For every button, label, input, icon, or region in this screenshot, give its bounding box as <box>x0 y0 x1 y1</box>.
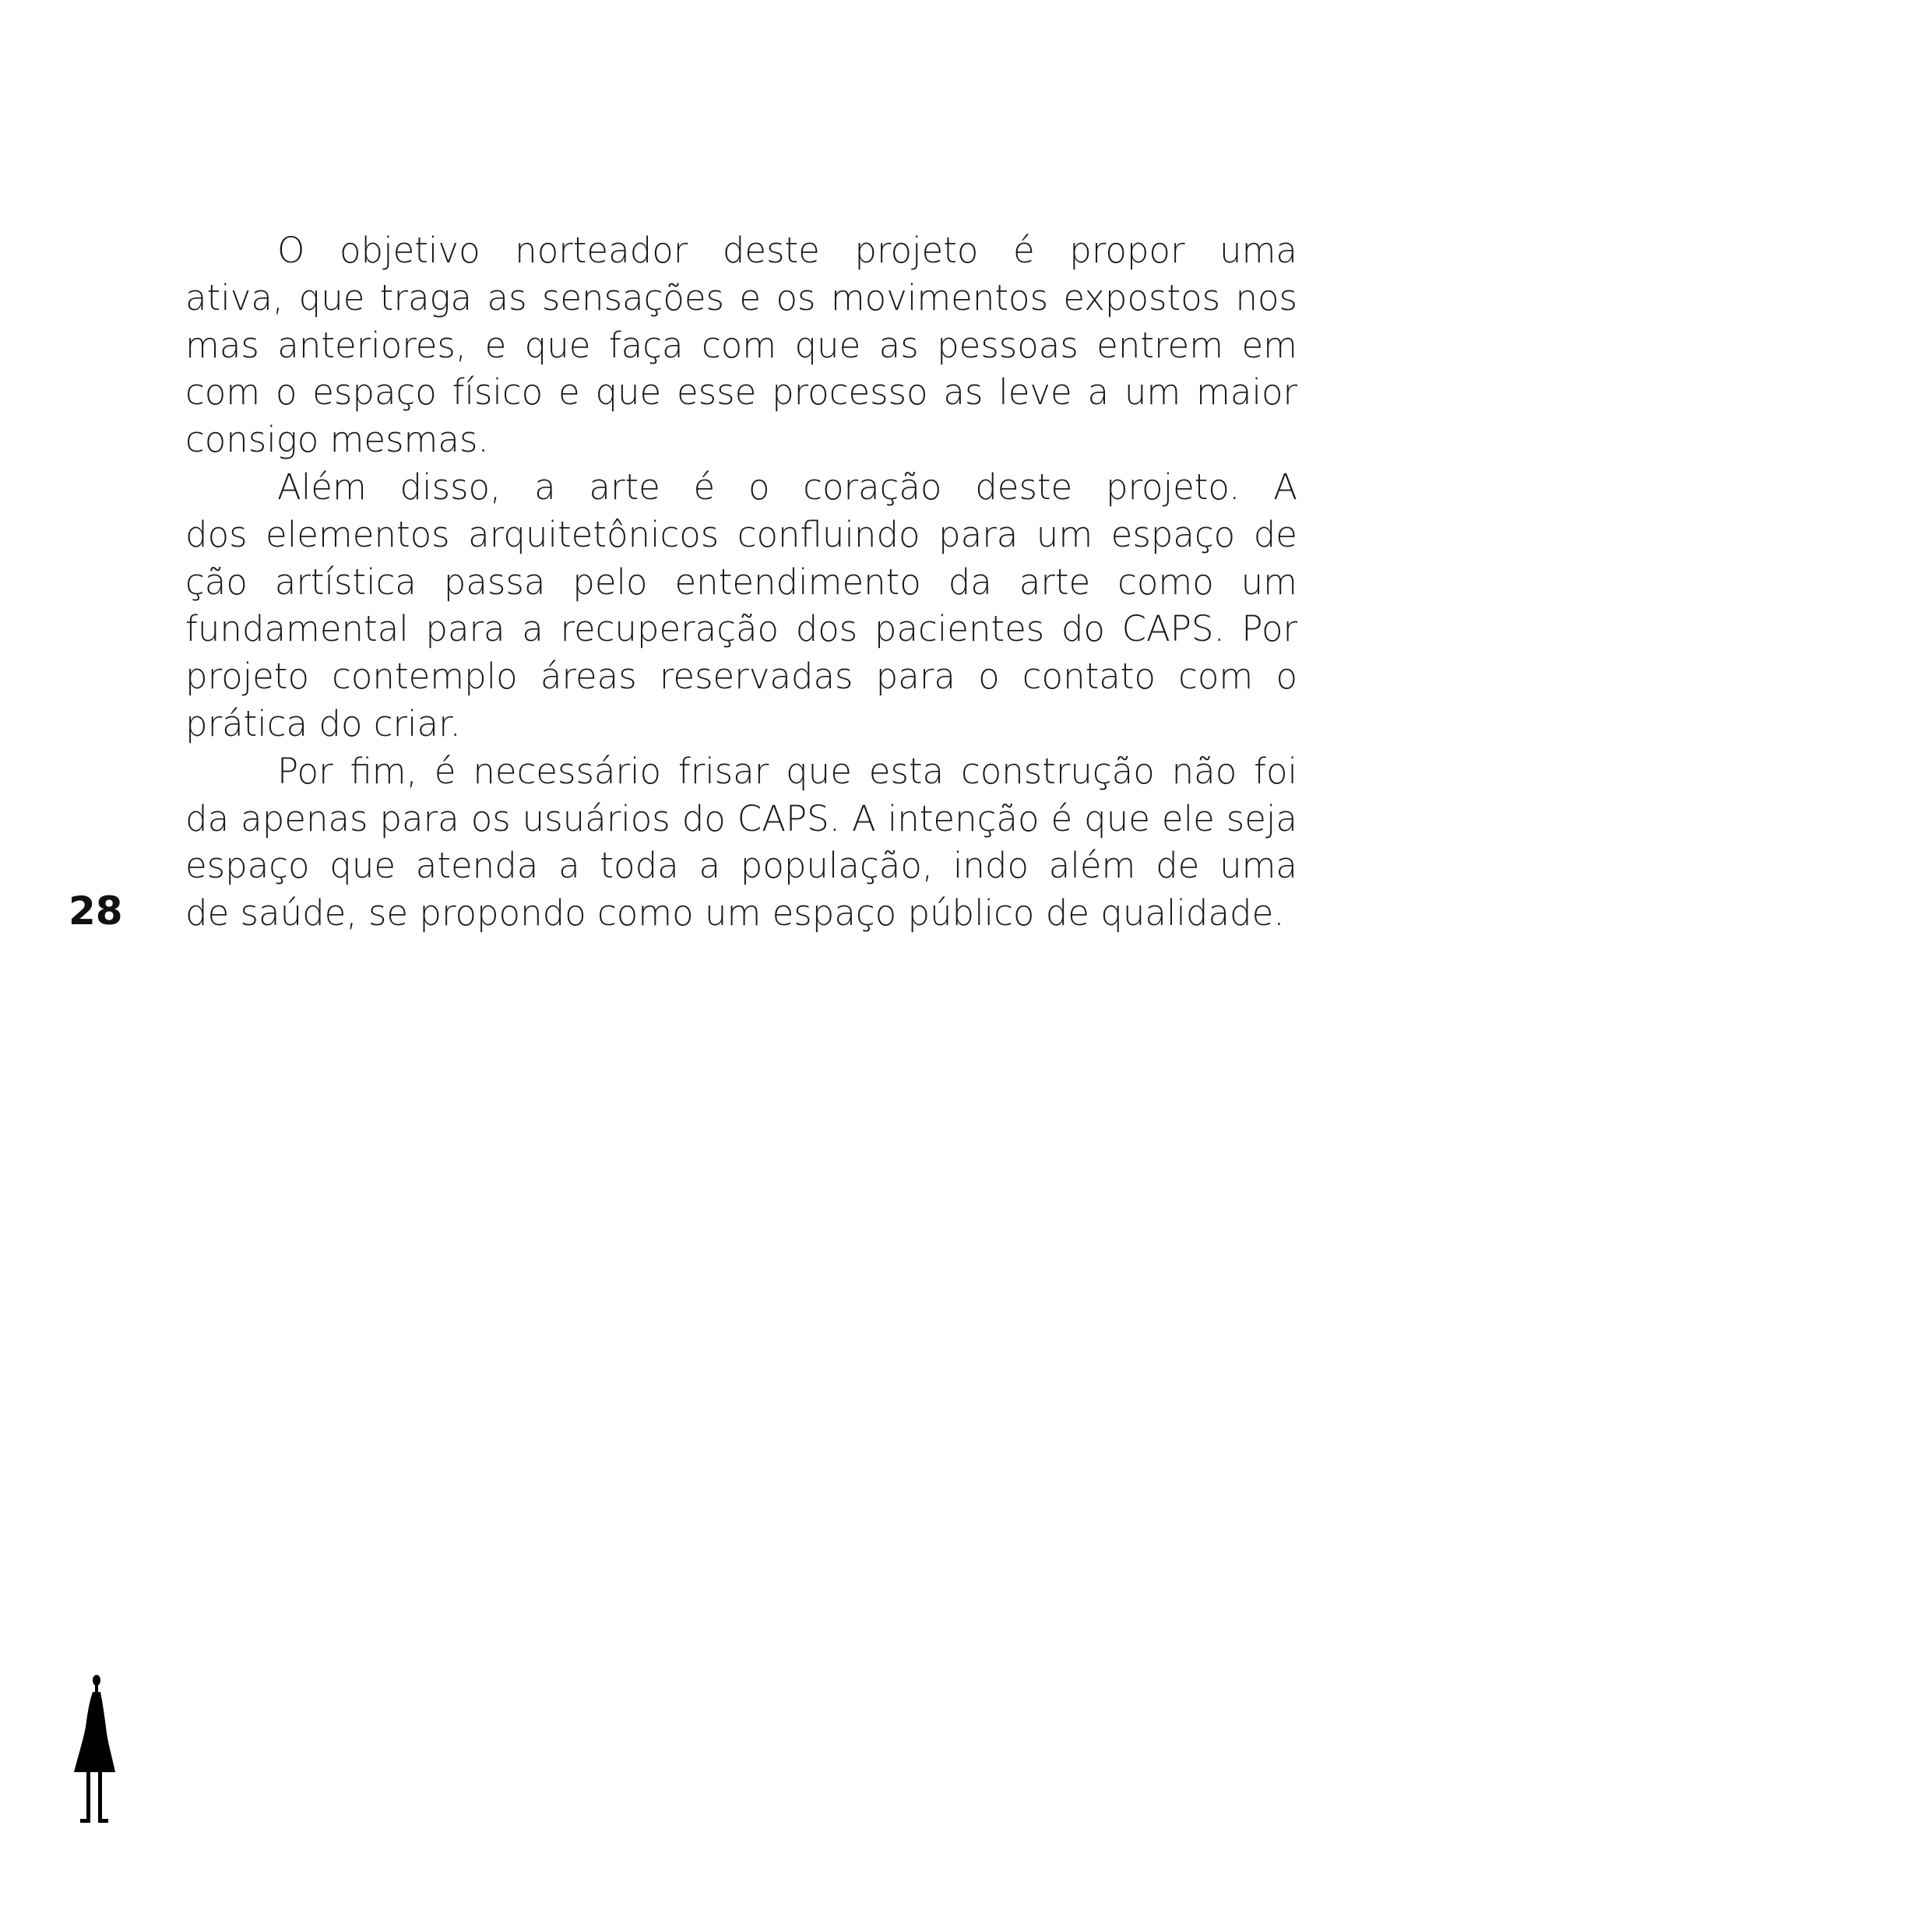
page-number: 28 <box>69 888 123 934</box>
text-line: consigo mesmas. <box>185 419 489 461</box>
text-line: espaço que atenda a toda a população, indo além de uma <box>185 845 1297 887</box>
text-line: da apenas para os usuários do CAPS. A intenção é que ele seja <box>185 797 1297 839</box>
text-line: O objetivo norteador deste projeto é propor uma <box>277 230 1297 271</box>
text-line: projeto contemplo áreas reservadas para o contato com o <box>185 656 1297 698</box>
text-line: com o espaço físico e que esse processo as leve a um maior <box>185 371 1297 413</box>
text-line: ção artística passa pelo entendimento da arte como um <box>185 561 1297 603</box>
text-line: dos elementos arquitetônicos confluindo para um espaço de <box>185 513 1297 555</box>
text-line: de saúde, se propondo como um espaço público de qualidade. <box>185 892 1285 934</box>
text-line: Além disso, a arte é o coração deste projeto. A <box>277 466 1297 508</box>
text-line: fundamental para a recuperação dos pacientes do CAPS. Por <box>185 608 1297 650</box>
text-line: prática do criar. <box>185 702 461 744</box>
text-line: mas anteriores, e que faça com que as pessoas entrem em <box>185 324 1297 366</box>
text-line: Por fim, é necessário frisar que esta construção não foi <box>277 750 1297 792</box>
text-line: ativa, que traga as sensações e os movimentos expostos nos <box>185 276 1297 318</box>
body-text <box>185 227 1297 937</box>
standing-figure-icon <box>72 1672 121 1825</box>
